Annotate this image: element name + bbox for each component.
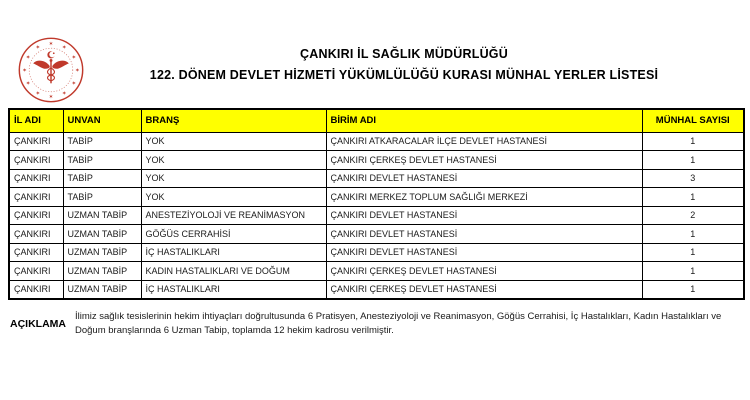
cell-brans: İÇ HASTALIKLARI — [141, 280, 326, 299]
title-line-2: 122. DÖNEM DEVLET HİZMETİ YÜKÜMLÜLÜĞÜ KURASI MÜNHAL YERLER LİSTESİ — [149, 68, 659, 82]
table-header-row — [9, 109, 744, 132]
cell-birim: ÇANKIRI DEVLET HASTANESİ — [326, 206, 642, 225]
table-row — [9, 206, 744, 225]
svg-text:✶: ✶ — [25, 54, 31, 61]
cell-birim: ÇANKIRI ATKARACALAR İLÇE DEVLET HASTANESİ — [326, 132, 642, 151]
cell-il: ÇANKIRI — [9, 262, 63, 281]
cell-unvan: TABİP — [63, 151, 141, 170]
cell-munhal: 1 — [642, 243, 744, 262]
cell-brans: KADIN HASTALIKLARI VE DOĞUM — [141, 262, 326, 281]
cell-birim: ÇANKIRI MERKEZ TOPLUM SAĞLIĞI MERKEZİ — [326, 188, 642, 207]
cell-unvan: UZMAN TABİP — [63, 280, 141, 299]
svg-text:✶: ✶ — [61, 90, 67, 97]
cell-birim: ÇANKIRI DEVLET HASTANESİ — [326, 169, 642, 188]
explanation-text — [75, 310, 740, 337]
table-row — [9, 151, 744, 170]
cell-birim: ÇANKIRI ÇERKEŞ DEVLET HASTANESİ — [326, 151, 642, 170]
svg-text:✶: ✶ — [35, 45, 41, 52]
explanation-section — [10, 310, 740, 337]
title-line-1: ÇANKIRI İL SAĞLIK MÜDÜRLÜĞÜ — [300, 47, 508, 61]
cell-brans: YOK — [141, 151, 326, 170]
svg-text:✶: ✶ — [75, 67, 80, 74]
cell-brans: ANESTEZİYOLOJİ VE REANİMASYON — [141, 206, 326, 225]
cell-munhal: 1 — [642, 188, 744, 207]
svg-text:✶: ✶ — [61, 45, 67, 52]
document-title — [80, 44, 728, 86]
cell-il: ÇANKIRI — [9, 169, 63, 188]
cell-birim: ÇANKIRI ÇERKEŞ DEVLET HASTANESİ — [326, 280, 642, 299]
cell-unvan: UZMAN TABİP — [63, 206, 141, 225]
svg-text:✶: ✶ — [71, 54, 77, 61]
cell-unvan: UZMAN TABİP — [63, 243, 141, 262]
explanation-text-line-2: ve Doğum branşlarında 6 Uzman Tabip, toplamda 12 hekim kadrosu verilmiştir. — [75, 311, 722, 336]
svg-text:✶: ✶ — [35, 90, 41, 97]
cell-munhal: 1 — [642, 262, 744, 281]
cell-munhal: 3 — [642, 169, 744, 188]
cell-birim: ÇANKIRI DEVLET HASTANESİ — [326, 243, 642, 262]
explanation-label: AÇIKLAMA — [10, 317, 66, 330]
cell-munhal: 1 — [642, 280, 744, 299]
table-row — [9, 280, 744, 299]
cell-il: ÇANKIRI — [9, 225, 63, 244]
svg-text:✶: ✶ — [22, 67, 27, 74]
cell-birim: ÇANKIRI DEVLET HASTANESİ — [326, 225, 642, 244]
saglik-bakanligi-logo — [18, 37, 84, 103]
cell-il: ÇANKIRI — [9, 280, 63, 299]
cell-munhal: 1 — [642, 151, 744, 170]
table-row — [9, 169, 744, 188]
cell-il: ÇANKIRI — [9, 243, 63, 262]
col-header-birim-adi: BİRİM ADI — [326, 109, 642, 132]
table-row — [9, 225, 744, 244]
svg-text:✶: ✶ — [71, 81, 77, 88]
cell-brans: GÖĞÜS CERRAHİSİ — [141, 225, 326, 244]
cell-munhal: 1 — [642, 225, 744, 244]
cell-birim: ÇANKIRI ÇERKEŞ DEVLET HASTANESİ — [326, 262, 642, 281]
ministry-of-health-emblem-icon — [18, 37, 84, 103]
cell-unvan: TABİP — [63, 132, 141, 151]
cell-brans: YOK — [141, 169, 326, 188]
explanation-text-line-1: İlimiz sağlık tesislerinin hekim ihtiyaçları doğrultusunda 6 Pratisyen, Anesteziyoloji ve Reanimasyon, Göğüs Cerrahisi, İç Hastalıkları, Kadın Hastalıkları — [75, 311, 709, 322]
cell-unvan: UZMAN TABİP — [63, 262, 141, 281]
svg-text:✶: ✶ — [25, 81, 31, 88]
cell-il: ÇANKIRI — [9, 132, 63, 151]
cell-unvan: TABİP — [63, 188, 141, 207]
table-row — [9, 243, 744, 262]
cell-brans: YOK — [141, 188, 326, 207]
col-header-munhal-sayisi: MÜNHAL SAYISI — [642, 109, 744, 132]
cell-unvan: TABİP — [63, 169, 141, 188]
svg-text:✶: ✶ — [48, 41, 54, 48]
cell-il: ÇANKIRI — [9, 151, 63, 170]
cell-unvan: UZMAN TABİP — [63, 225, 141, 244]
col-header-il-adi: İL ADI — [9, 109, 63, 132]
cell-munhal: 2 — [642, 206, 744, 225]
cell-brans: YOK — [141, 132, 326, 151]
vacancy-table — [8, 108, 745, 300]
col-header-unvan: UNVAN — [63, 109, 141, 132]
svg-text:✶: ✶ — [48, 94, 54, 101]
cell-il: ÇANKIRI — [9, 188, 63, 207]
table-row — [9, 262, 744, 281]
table-row — [9, 188, 744, 207]
cell-brans: İÇ HASTALIKLARI — [141, 243, 326, 262]
table-row — [9, 132, 744, 151]
cell-munhal: 1 — [642, 132, 744, 151]
col-header-brans: BRANŞ — [141, 109, 326, 132]
cell-il: ÇANKIRI — [9, 206, 63, 225]
